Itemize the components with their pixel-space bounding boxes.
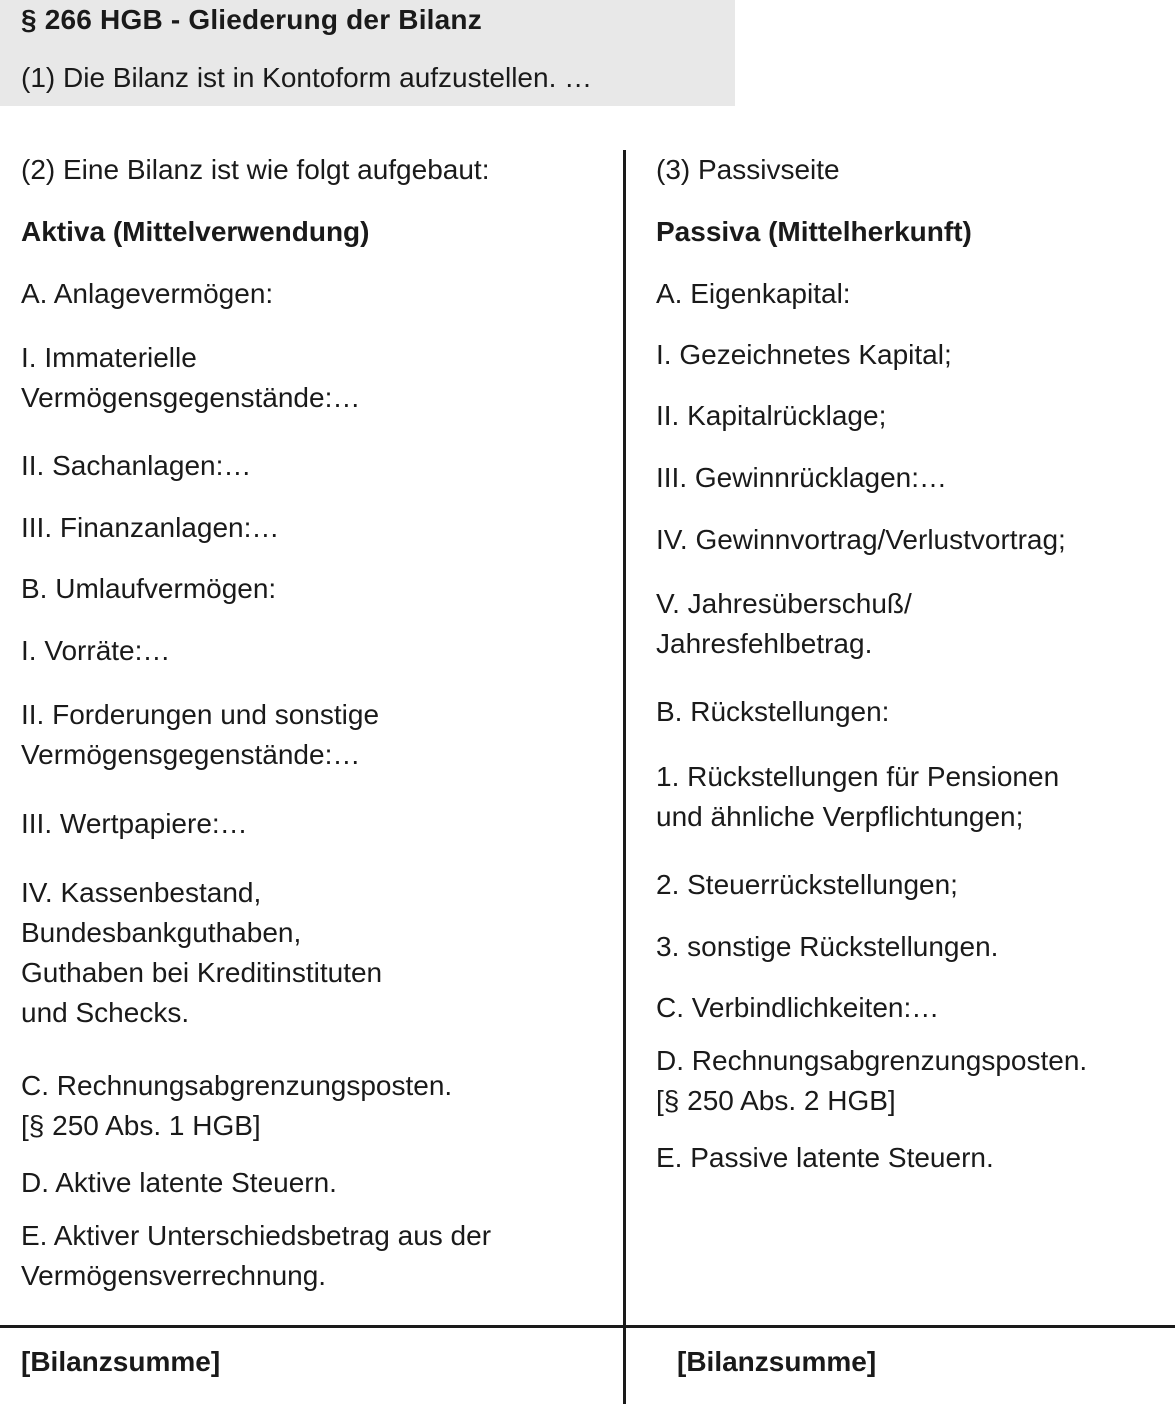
passiva-item: A. Eigenkapital: [656,278,851,309]
passiva-total: [Bilanzsumme] [677,1346,877,1377]
passiva-item: B. Rückstellungen: [656,696,890,727]
passiva-heading: Passiva (Mittelherkunft) [656,216,972,247]
total-divider [0,1325,1175,1328]
aktiva-item: D. Aktive latente Steuern. [21,1167,337,1198]
passiva-item: C. Verbindlichkeiten:… [656,992,940,1023]
header-box [0,0,735,106]
page-title: § 266 HGB - Gliederung der Bilanz [21,4,482,35]
passiva-item: V. Jahresüberschuß/ Jahresfehlbetrag. [656,588,912,659]
passiva-item: III. Gewinnrücklagen:… [656,462,948,493]
aktiva-item: B. Umlaufvermögen: [21,573,277,604]
aktiva-item: IV. Kassenbestand, Bundesbankguthaben, Guthaben bei Kreditinstituten und Schecks. [21,877,383,1028]
aktiva-item: E. Aktiver Unterschiedsbetrag aus der Vermögensverrechnung. [21,1220,492,1291]
aktiva-item: II. Sachanlagen:… [21,450,252,481]
aktiva-total: [Bilanzsumme] [21,1346,221,1377]
aktiva-item: I. Vorräte:… [21,635,171,666]
aktiva-item: I. Immaterielle Vermögensgegenstände:… [21,342,361,413]
passiva-item: E. Passive latente Steuern. [656,1142,994,1173]
passiva-item: D. Rechnungsabgrenzungsposten. [§ 250 Abs. 2 HGB] [656,1045,1088,1116]
passiva-item: I. Gezeichnetes Kapital; [656,339,952,370]
passiva-item: II. Kapitalrücklage; [656,400,887,431]
passiva-item: 3. sonstige Rückstellungen. [656,931,999,962]
aktiva-heading: Aktiva (Mittelverwendung) [21,216,370,247]
header-subtitle: (1) Die Bilanz ist in Kontoform aufzustellen. … [21,62,593,93]
aktiva-intro: (2) Eine Bilanz ist wie folgt aufgebaut: [21,154,490,185]
column-divider [623,150,626,1404]
aktiva-item: A. Anlagevermögen: [21,278,274,309]
passiva-item: 1. Rückstellungen für Pensionen und ähnliche Verpflichtungen; [656,761,1060,832]
aktiva-item: II. Forderungen und sonstige Vermögensgegenstände:… [21,699,380,770]
aktiva-item: C. Rechnungsabgrenzungsposten. [§ 250 Abs. 1 HGB] [21,1070,453,1141]
aktiva-item: III. Finanzanlagen:… [21,512,280,543]
passiva-item: 2. Steuerrückstellungen; [656,869,958,900]
passiva-intro: (3) Passivseite [656,154,840,185]
passiva-item: IV. Gewinnvortrag/Verlustvortrag; [656,524,1066,555]
aktiva-item: III. Wertpapiere:… [21,808,248,839]
